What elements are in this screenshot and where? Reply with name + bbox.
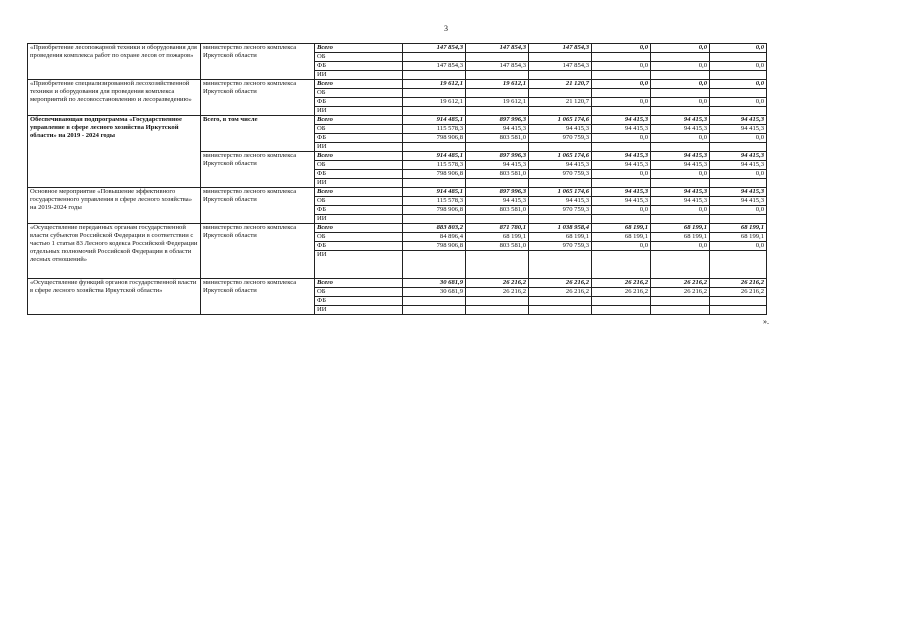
amount-cell: 26 216,2 [651, 288, 710, 297]
amount-cell: 970 759,3 [529, 134, 592, 143]
amount-cell: 0,0 [592, 62, 651, 71]
funding-source-cell: Всего [315, 279, 403, 288]
amount-cell: 798 906,8 [403, 170, 466, 179]
amount-cell: 897 996,3 [466, 116, 529, 125]
amount-cell [710, 143, 767, 152]
amount-cell: 26 216,2 [651, 279, 710, 288]
amount-cell [466, 107, 529, 116]
funding-source-cell: ОБ [315, 161, 403, 170]
amount-cell: 914 485,1 [403, 116, 466, 125]
amount-cell: 0,0 [710, 80, 767, 89]
funding-source-cell: Всего [315, 188, 403, 197]
amount-cell: 0,0 [592, 206, 651, 215]
amount-cell [529, 53, 592, 62]
amount-cell: 803 581,0 [466, 170, 529, 179]
activity-name-cell: «Осуществление переданных органам государственной власти субъектов Российской Федерации в соответствии с частью 1 статьи 83 Лесного кодекса Российской Федерации отдельных полномочий Российской Федерации в области лесных отношений» [28, 224, 201, 279]
amount-cell: 147 854,3 [403, 44, 466, 53]
amount-cell [651, 251, 710, 279]
amount-cell: 0,0 [710, 242, 767, 251]
amount-cell: 84 896,4 [403, 233, 466, 242]
amount-cell [651, 143, 710, 152]
budget-table [27, 43, 767, 315]
amount-cell [710, 53, 767, 62]
amount-cell: 0,0 [710, 134, 767, 143]
funding-source-cell: ИИ [315, 215, 403, 224]
amount-cell [529, 179, 592, 188]
amount-cell [403, 71, 466, 80]
amount-cell [710, 179, 767, 188]
amount-cell: 0,0 [710, 170, 767, 179]
amount-cell: 94 415,3 [529, 197, 592, 206]
amount-cell: 0,0 [592, 242, 651, 251]
amount-cell: 1 065 174,6 [529, 116, 592, 125]
amount-cell [466, 215, 529, 224]
amount-cell [651, 306, 710, 315]
amount-cell: 1 038 958,4 [529, 224, 592, 233]
amount-cell: 0,0 [710, 44, 767, 53]
amount-cell: 94 415,3 [466, 197, 529, 206]
amount-cell [466, 53, 529, 62]
amount-cell [592, 306, 651, 315]
amount-cell [592, 179, 651, 188]
amount-cell: 0,0 [651, 170, 710, 179]
amount-cell: 115 578,3 [403, 197, 466, 206]
amount-cell: 147 854,3 [466, 62, 529, 71]
amount-cell: 147 854,3 [529, 44, 592, 53]
amount-cell: 970 759,3 [529, 206, 592, 215]
amount-cell [710, 71, 767, 80]
amount-cell [403, 107, 466, 116]
activity-name-cell: «Приобретение лесопожарной техники и оборудования для проведения комплекса работ по охране лесов от пожаров» [28, 44, 201, 80]
amount-cell [466, 71, 529, 80]
amount-cell: 94 415,3 [710, 116, 767, 125]
amount-cell [710, 297, 767, 306]
funding-source-cell: ФБ [315, 170, 403, 179]
amount-cell: 115 578,3 [403, 125, 466, 134]
page-number: 3 [444, 24, 448, 33]
funding-source-cell: ОБ [315, 125, 403, 134]
amount-cell [529, 143, 592, 152]
amount-cell: 0,0 [592, 170, 651, 179]
amount-cell [466, 179, 529, 188]
amount-cell: 94 415,3 [710, 125, 767, 134]
amount-cell [651, 71, 710, 80]
amount-cell: 68 199,1 [710, 224, 767, 233]
amount-cell: 914 485,1 [403, 188, 466, 197]
amount-cell [529, 215, 592, 224]
funding-source-cell: ИИ [315, 71, 403, 80]
executor-cell: Всего, в том числе [201, 116, 315, 152]
amount-cell [529, 251, 592, 279]
amount-cell [466, 251, 529, 279]
amount-cell: 0,0 [710, 62, 767, 71]
funding-source-cell: ИИ [315, 143, 403, 152]
amount-cell: 1 065 174,6 [529, 188, 592, 197]
amount-cell [529, 71, 592, 80]
amount-cell: 0,0 [592, 134, 651, 143]
funding-source-cell: ФБ [315, 242, 403, 251]
amount-cell [403, 143, 466, 152]
amount-cell [710, 215, 767, 224]
amount-cell: 883 803,2 [403, 224, 466, 233]
funding-source-cell: ИИ [315, 306, 403, 315]
executor-cell: министерство лесного комплекса Иркутской области [201, 188, 315, 224]
table-row [28, 224, 767, 233]
continuation-mark: ». [763, 317, 769, 326]
amount-cell [710, 251, 767, 279]
amount-cell: 94 415,3 [710, 152, 767, 161]
amount-cell: 26 216,2 [466, 288, 529, 297]
amount-cell: 0,0 [592, 80, 651, 89]
amount-cell: 798 906,8 [403, 206, 466, 215]
amount-cell [651, 107, 710, 116]
amount-cell: 19 612,1 [466, 98, 529, 107]
amount-cell: 26 216,2 [710, 279, 767, 288]
executor-cell: министерство лесного комплекса Иркутской области [201, 224, 315, 279]
funding-source-cell: Всего [315, 152, 403, 161]
amount-cell: 21 120,7 [529, 98, 592, 107]
amount-cell [592, 251, 651, 279]
amount-cell [529, 306, 592, 315]
funding-source-cell: ОБ [315, 53, 403, 62]
funding-source-cell: ФБ [315, 134, 403, 143]
funding-source-cell: ОБ [315, 89, 403, 98]
amount-cell [529, 89, 592, 98]
amount-cell: 970 759,3 [529, 242, 592, 251]
amount-cell: 94 415,3 [651, 152, 710, 161]
amount-cell: 1 065 174,6 [529, 152, 592, 161]
amount-cell: 798 906,8 [403, 134, 466, 143]
amount-cell: 970 759,3 [529, 170, 592, 179]
amount-cell: 94 415,3 [592, 197, 651, 206]
amount-cell [466, 297, 529, 306]
table-row [28, 44, 767, 53]
amount-cell [403, 306, 466, 315]
amount-cell: 147 854,3 [529, 62, 592, 71]
amount-cell: 0,0 [592, 44, 651, 53]
amount-cell: 94 415,3 [592, 152, 651, 161]
amount-cell: 94 415,3 [592, 188, 651, 197]
amount-cell [710, 89, 767, 98]
amount-cell [403, 179, 466, 188]
amount-cell: 147 854,3 [403, 62, 466, 71]
funding-source-cell: ФБ [315, 62, 403, 71]
amount-cell: 26 216,2 [592, 279, 651, 288]
amount-cell: 0,0 [651, 80, 710, 89]
funding-source-cell: ИИ [315, 251, 403, 279]
amount-cell: 94 415,3 [710, 188, 767, 197]
activity-name-cell: «Осуществление функций органов государственной власти в сфере лесного хозяйства Иркутской области» [28, 279, 201, 315]
table-row [28, 279, 767, 288]
amount-cell: 94 415,3 [592, 161, 651, 170]
amount-cell [466, 89, 529, 98]
amount-cell: 94 415,3 [529, 161, 592, 170]
table-row [28, 188, 767, 197]
amount-cell: 68 199,1 [710, 233, 767, 242]
amount-cell: 68 199,1 [592, 233, 651, 242]
amount-cell: 26 216,2 [466, 279, 529, 288]
amount-cell: 0,0 [651, 98, 710, 107]
amount-cell: 68 199,1 [592, 224, 651, 233]
amount-cell: 26 216,2 [529, 279, 592, 288]
activity-name-cell: Основное мероприятие «Повышение эффективного государственного управления в сфере лесного хозяйства» на 2019-2024 годы [28, 188, 201, 224]
amount-cell: 803 581,0 [466, 242, 529, 251]
amount-cell: 914 485,1 [403, 152, 466, 161]
amount-cell: 30 681,9 [403, 288, 466, 297]
amount-cell: 115 578,3 [403, 161, 466, 170]
amount-cell [403, 89, 466, 98]
amount-cell [403, 215, 466, 224]
amount-cell [592, 143, 651, 152]
amount-cell: 68 199,1 [466, 233, 529, 242]
amount-cell [466, 143, 529, 152]
amount-cell: 94 415,3 [466, 125, 529, 134]
amount-cell: 871 780,1 [466, 224, 529, 233]
amount-cell [651, 297, 710, 306]
amount-cell: 147 854,3 [466, 44, 529, 53]
amount-cell [710, 306, 767, 315]
amount-cell: 0,0 [651, 242, 710, 251]
amount-cell [651, 215, 710, 224]
amount-cell: 94 415,3 [529, 125, 592, 134]
amount-cell: 94 415,3 [651, 188, 710, 197]
amount-cell: 803 581,0 [466, 134, 529, 143]
funding-source-cell: Всего [315, 116, 403, 125]
executor-cell: министерство лесного комплекса Иркутской области [201, 279, 315, 315]
amount-cell [403, 251, 466, 279]
funding-source-cell: ОБ [315, 233, 403, 242]
amount-cell: 26 216,2 [710, 288, 767, 297]
funding-source-cell: ОБ [315, 197, 403, 206]
amount-cell: 19 612,1 [403, 80, 466, 89]
funding-source-cell: ИИ [315, 179, 403, 188]
executor-cell: министерство лесного комплекса Иркутской области [201, 152, 315, 188]
amount-cell: 94 415,3 [710, 197, 767, 206]
amount-cell: 94 415,3 [710, 161, 767, 170]
funding-source-cell: ИИ [315, 107, 403, 116]
funding-source-cell: ФБ [315, 98, 403, 107]
funding-source-cell: Всего [315, 44, 403, 53]
executor-cell: министерство лесного комплекса Иркутской области [201, 44, 315, 80]
table-row [28, 80, 767, 89]
amount-cell [592, 89, 651, 98]
amount-cell: 26 216,2 [529, 288, 592, 297]
funding-source-cell: Всего [315, 224, 403, 233]
amount-cell: 897 996,3 [466, 152, 529, 161]
amount-cell: 68 199,1 [651, 233, 710, 242]
amount-cell: 94 415,3 [651, 116, 710, 125]
amount-cell [592, 71, 651, 80]
amount-cell: 68 199,1 [651, 224, 710, 233]
amount-cell: 26 216,2 [592, 288, 651, 297]
amount-cell: 94 415,3 [651, 161, 710, 170]
funding-source-cell: ОБ [315, 288, 403, 297]
amount-cell: 0,0 [651, 206, 710, 215]
amount-cell [592, 53, 651, 62]
amount-cell: 94 415,3 [651, 197, 710, 206]
table-row [28, 116, 767, 125]
funding-source-cell: ФБ [315, 206, 403, 215]
amount-cell [403, 297, 466, 306]
amount-cell: 94 415,3 [592, 116, 651, 125]
table-body [28, 44, 767, 315]
amount-cell [651, 89, 710, 98]
amount-cell: 68 199,1 [529, 233, 592, 242]
amount-cell: 798 906,8 [403, 242, 466, 251]
funding-source-cell: ФБ [315, 297, 403, 306]
amount-cell [592, 215, 651, 224]
amount-cell: 19 612,1 [403, 98, 466, 107]
amount-cell [529, 107, 592, 116]
amount-cell [592, 297, 651, 306]
amount-cell: 21 120,7 [529, 80, 592, 89]
executor-cell: министерство лесного комплекса Иркутской области [201, 80, 315, 116]
amount-cell: 0,0 [710, 98, 767, 107]
amount-cell [651, 179, 710, 188]
amount-cell: 94 415,3 [651, 125, 710, 134]
amount-cell: 30 681,9 [403, 279, 466, 288]
amount-cell: 0,0 [651, 134, 710, 143]
amount-cell: 0,0 [651, 44, 710, 53]
amount-cell [710, 107, 767, 116]
amount-cell: 897 996,3 [466, 188, 529, 197]
activity-name-cell: «Приобретение специализированной лесохозяйственной техники и оборудования для проведения комплекса мероприятий по лесовосстановлению и лесоразведению» [28, 80, 201, 116]
activity-name-cell: Обеспечивающая подпрограмма «Государственное управление в сфере лесного хозяйства Иркутской области» на 2019 - 2024 годы [28, 116, 201, 188]
amount-cell [466, 306, 529, 315]
amount-cell [651, 53, 710, 62]
amount-cell: 0,0 [592, 98, 651, 107]
amount-cell: 94 415,3 [592, 125, 651, 134]
funding-source-cell: Всего [315, 80, 403, 89]
amount-cell: 803 581,0 [466, 206, 529, 215]
amount-cell: 0,0 [710, 206, 767, 215]
amount-cell [403, 53, 466, 62]
amount-cell [529, 297, 592, 306]
amount-cell [592, 107, 651, 116]
amount-cell: 94 415,3 [466, 161, 529, 170]
amount-cell: 19 612,1 [466, 80, 529, 89]
amount-cell: 0,0 [651, 62, 710, 71]
